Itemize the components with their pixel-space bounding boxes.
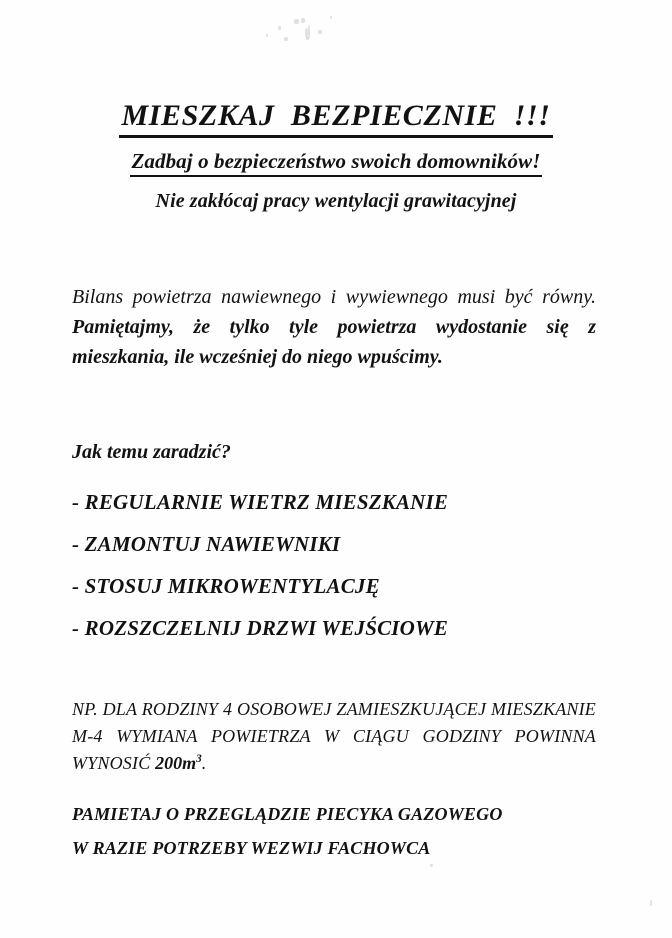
example-paragraph xyxy=(72,696,596,777)
action-list xyxy=(72,481,612,649)
scan-speckle-noise xyxy=(0,0,672,70)
air-volume-number: 200m xyxy=(155,753,197,773)
closing-line: PAMIETAJ O PRZEGLĄDZIE PIECYKA GAZOWEGO xyxy=(72,804,503,824)
air-volume-value xyxy=(155,753,202,773)
list-item: - ZAMONTUJ NAWIEWNIKI xyxy=(72,532,341,556)
subtitle-primary: Zadbaj o bezpieczeństwo swoich domowników! xyxy=(130,150,541,177)
title-block xyxy=(0,100,672,138)
closing-block xyxy=(72,797,612,865)
page-title: MIESZKAJ BEZPIECZNIE !!! xyxy=(119,100,552,138)
list-item: - REGULARNIE WIETRZ MIESZKANIE xyxy=(72,490,449,514)
subtitle-secondary: Nie zakłócaj pracy wentylacji grawitacyjnej xyxy=(155,190,517,212)
example-text-after: . xyxy=(201,753,207,773)
question-heading: Jak temu zaradzić? xyxy=(72,441,231,463)
example-text-before: NP. DLA RODZINY 4 OSOBOWEJ ZAMIESZKUJĄCEJ MIESZKANIE M-4 WYMIANA POWIETRZA W CIĄGU GODZINY POWINNA WYNOSIĆ xyxy=(72,699,596,773)
body-paragraph-lead: Bilans powietrza nawiewnego i wywiewnego musi być równy. xyxy=(72,286,596,308)
subtitle-secondary-wrap xyxy=(0,190,672,212)
body-paragraph xyxy=(72,282,596,372)
list-item: - ROZSZCZELNIJ DRZWI WEJŚCIOWE xyxy=(72,616,449,640)
list-item: - STOSUJ MIKROWENTYLACJĘ xyxy=(72,574,380,598)
body-paragraph-emphasis: Pamiętajmy, że tylko tyle powietrza wydostanie się z mieszkania, ile wcześniej do niego wpuścimy. xyxy=(72,316,596,368)
subtitle-primary-wrap xyxy=(0,150,672,177)
air-volume-exponent: 3 xyxy=(196,753,202,765)
closing-line: W RAZIE POTRZEBY WEZWIJ FACHOWCA xyxy=(72,838,431,858)
